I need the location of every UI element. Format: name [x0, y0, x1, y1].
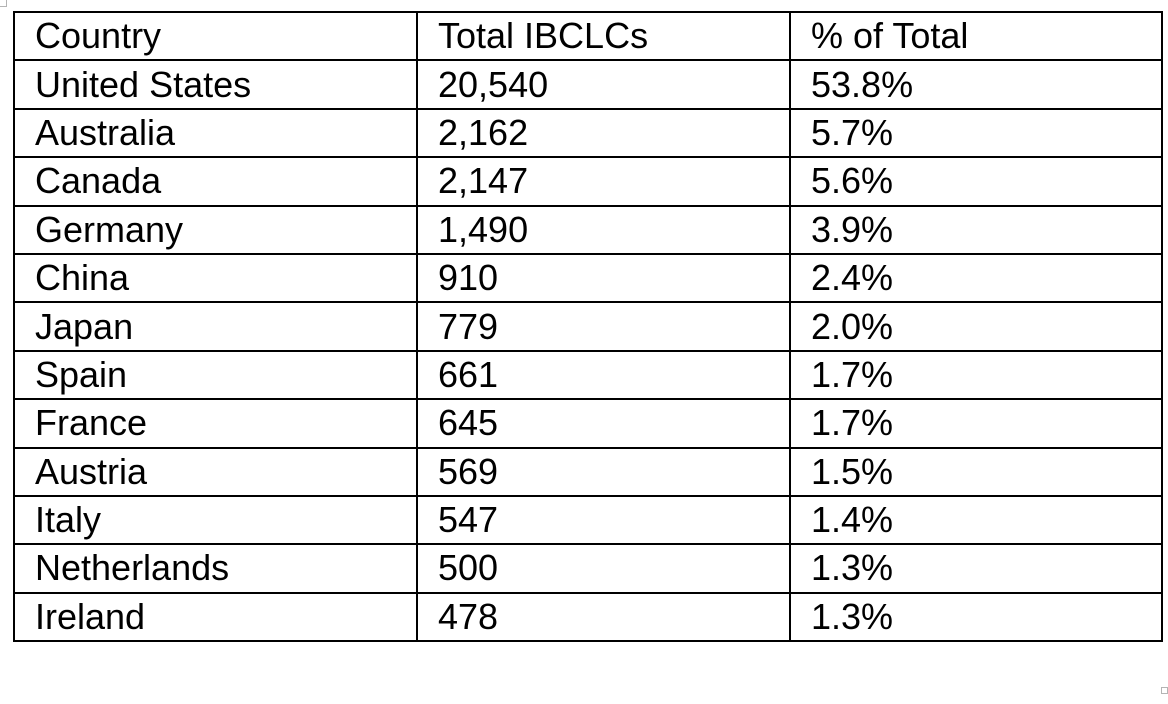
country-cell[interactable]: Germany — [14, 206, 417, 254]
percent-of-total-cell[interactable]: 1.5% — [790, 448, 1162, 496]
country-cell[interactable]: Spain — [14, 351, 417, 399]
percent-of-total-cell[interactable]: 1.4% — [790, 496, 1162, 544]
percent-of-total-cell[interactable]: 2.4% — [790, 254, 1162, 302]
country-cell[interactable]: Canada — [14, 157, 417, 205]
table-row — [14, 302, 1162, 350]
percent-of-total-cell[interactable]: 1.3% — [790, 544, 1162, 592]
total-ibclcs-cell[interactable]: 779 — [417, 302, 790, 350]
country-cell[interactable]: Italy — [14, 496, 417, 544]
table-row — [14, 593, 1162, 641]
total-ibclcs-cell[interactable]: 2,162 — [417, 109, 790, 157]
total-ibclcs-cell[interactable]: 500 — [417, 544, 790, 592]
ibclc-country-table — [13, 11, 1163, 642]
country-cell[interactable]: Ireland — [14, 593, 417, 641]
percent-of-total-cell[interactable]: 5.6% — [790, 157, 1162, 205]
table-row — [14, 351, 1162, 399]
total-ibclcs-cell[interactable]: 20,540 — [417, 60, 790, 108]
table-row — [14, 254, 1162, 302]
country-cell[interactable]: Netherlands — [14, 544, 417, 592]
country-cell[interactable]: Australia — [14, 109, 417, 157]
header-cell-percent-of-total[interactable]: % of Total — [790, 12, 1162, 60]
total-ibclcs-cell[interactable]: 1,490 — [417, 206, 790, 254]
header-cell-total-ibclcs[interactable]: Total IBCLCs — [417, 12, 790, 60]
header-cell-country[interactable]: Country — [14, 12, 417, 60]
country-cell[interactable]: Austria — [14, 448, 417, 496]
total-ibclcs-cell[interactable]: 478 — [417, 593, 790, 641]
table-body — [14, 12, 1162, 641]
table-row — [14, 544, 1162, 592]
table-row — [14, 399, 1162, 447]
total-ibclcs-cell[interactable]: 910 — [417, 254, 790, 302]
percent-of-total-cell[interactable]: 1.3% — [790, 593, 1162, 641]
percent-of-total-cell[interactable]: 5.7% — [790, 109, 1162, 157]
table-row — [14, 60, 1162, 108]
percent-of-total-cell[interactable]: 1.7% — [790, 399, 1162, 447]
country-cell[interactable]: China — [14, 254, 417, 302]
country-cell[interactable]: United States — [14, 60, 417, 108]
percent-of-total-cell[interactable]: 53.8% — [790, 60, 1162, 108]
percent-of-total-cell[interactable]: 2.0% — [790, 302, 1162, 350]
country-cell[interactable]: France — [14, 399, 417, 447]
table-row — [14, 109, 1162, 157]
country-cell[interactable]: Japan — [14, 302, 417, 350]
percent-of-total-cell[interactable]: 1.7% — [790, 351, 1162, 399]
table-row — [14, 206, 1162, 254]
table-row — [14, 157, 1162, 205]
table-header-row — [14, 12, 1162, 60]
table-anchor-handle[interactable] — [0, 0, 7, 7]
total-ibclcs-cell[interactable]: 569 — [417, 448, 790, 496]
table-row — [14, 496, 1162, 544]
total-ibclcs-cell[interactable]: 2,147 — [417, 157, 790, 205]
percent-of-total-cell[interactable]: 3.9% — [790, 206, 1162, 254]
total-ibclcs-cell[interactable]: 645 — [417, 399, 790, 447]
total-ibclcs-cell[interactable]: 661 — [417, 351, 790, 399]
table-row — [14, 448, 1162, 496]
table-resize-handle[interactable] — [1161, 687, 1168, 694]
total-ibclcs-cell[interactable]: 547 — [417, 496, 790, 544]
